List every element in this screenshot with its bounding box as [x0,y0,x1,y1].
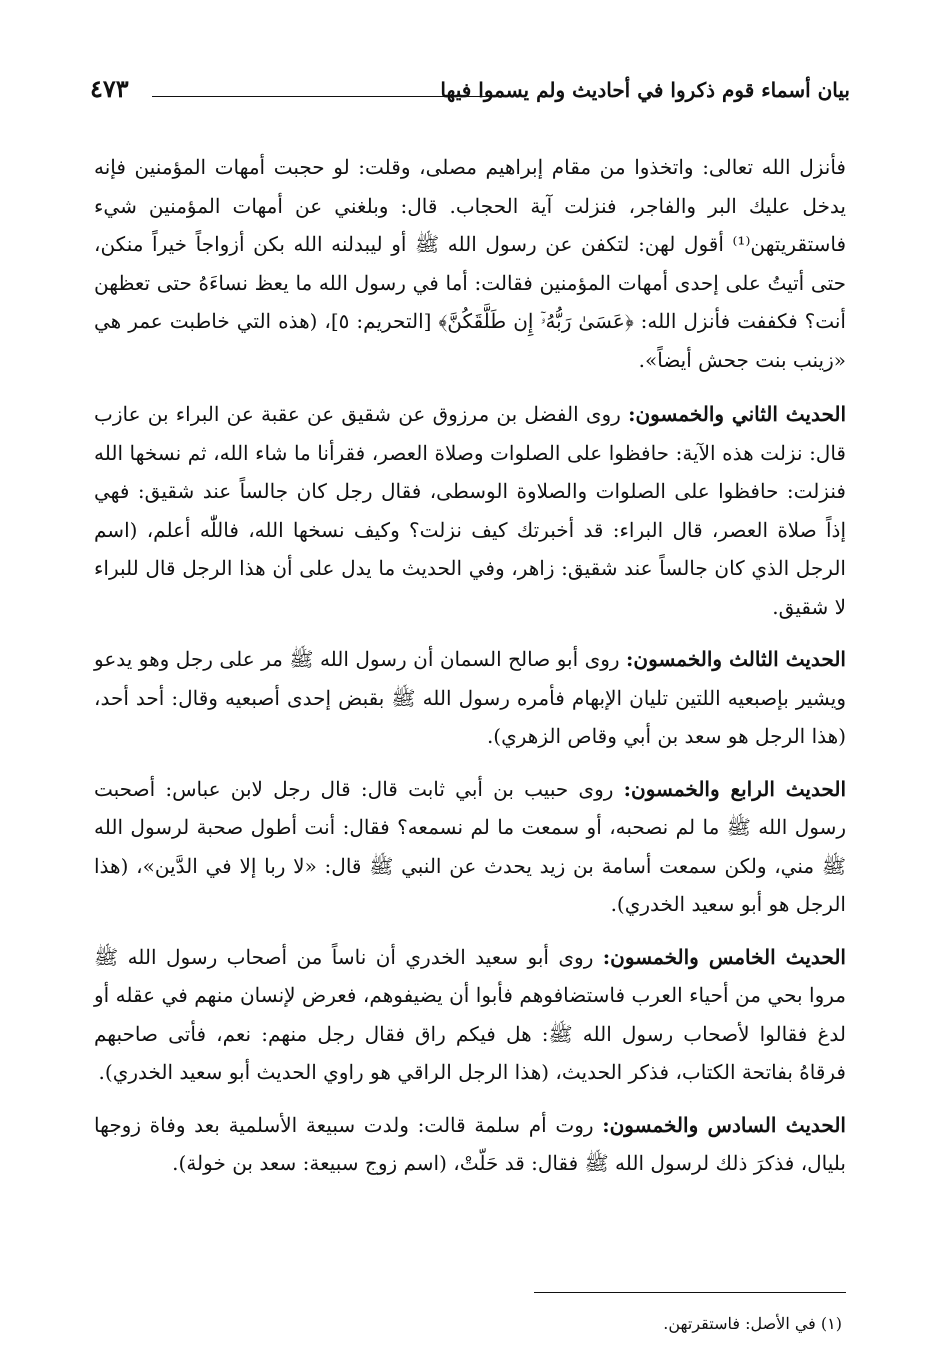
hadith-text: روت أم سلمة قالت: ولدت سبيعة الأسلمية بعد وفاة زوجها بليال، فذكرَ ذلك لرسول الله ﷺ فقال: قد حَلّتْ، (اسم زوج سبيعة: سعد بن خولة). [94,1112,846,1175]
hadith-54 [94,770,846,924]
hadith-55 [94,938,846,1092]
hadith-text: روى الفضل بن مرزوق عن شقيق عن عقبة عن البراء بن عازب قال: نزلت هذه الآية: حافظوا على الصلوات وصلاة العصر، فقرأنا ما شاء الله، ثم نسخها الله فنزلت: حافظوا على الصلوات والصلاوة الوسطى، فقال رجل كان جالساً عند شقيق: فهي إذاً صلاة العصر، قال البراء: قد أخبرتك كيف نزلت؟ وكيف نسخها الله، فاللّٰه أعلم، (اسم الرجل الذي كان جالساً عند شقيق: زاهر، وفي الحديث ما يدل على أن هذا الرجل قال للبراء لا شقيق. [94,402,846,619]
hadith-title: الحديث الخامس والخمسون: [602,944,846,969]
hadith-text: روى أبو صالح السمان أن رسول الله ﷺ مر على رجل وهو يدعو ويشير بإصبعيه اللتين تليان الإبهام فأمره رسول الله ﷺ بقبض إحدى أصبعيه وقال: أحد أحد، (هذا الرجل هو سعد بن أبي وقاص الزهري). [94,647,846,748]
hadith-title: الحديث الثالث والخمسون: [626,647,846,671]
hadith-title: الحديث الرابع والخمسون: [623,776,846,801]
hadith-52 [94,395,846,626]
main-text [94,148,846,1197]
footnote-rule [534,1292,846,1293]
paragraph-text: فأنزل الله تعالى: واتخذوا من مقام إبراهيم مصلى، وقلت: لو حجبت أمهات المؤمنين فإنه يدخل عليك البر والفاجر، فنزلت آية الحجاب. قال: وبلغني عن أمهات المؤمنين شيء فاستقريتهن⁽¹⁾ أقول لهن: لتكفن عن رسول الله ﷺ أو ليبدلنه الله بكن أزواجاً خيراً منكن، حتى أتيتُ على إحدى أمهات المؤمنين فقالت: أما في رسول الله ما يعظ نساءَهُ حتى تعظهن أنت؟ فكففت فأنزل الله: ﴿عَسَىٰ رَبُّهُۥٓ إِن طَلَّقَكُنَّ﴾ [التحريم: ٥]، (هذه التي خاطبت عمر هي «زينب بنت جحش أيضاً». [94,155,847,372]
hadith-text: روى أبو سعيد الخدري أن ناساً من أصحاب رسول الله ﷺ مروا بحي من أحياء العرب فاستضافوهم فأبوا أن يضيفوهم، فعرض لإنسان منهم في عقله أو لدغ فقالوا لأصحاب رسول الله ﷺ: هل فيكم راق فقال رجل منهم: نعم، فأتى صاحبهم فرقاهُ بفاتحة الكتاب، فذكر الحديث، (هذا الرجل الراقي هو راوي الحديث أبو سعيد الخدري). [94,944,846,1084]
hadith-text: روى حبيب بن أبي ثابت قال: قال رجل لابن عباس: أصحبت رسول الله ﷺ ما لم نصحبه، أو سمعت ما لم نسمعه؟ فقال: أنت أطول صحبة لرسول الله ﷺ مني، ولكن سمعت أسامة بن زيد يحدث عن النبي ﷺ قال: «لا ربا إلا في الدَّين»، (هذا الرجل هو أبو سعيد الخدري). [94,776,846,916]
footnote: (١) في الأصل: فاستقرتهن. [663,1314,842,1333]
hadith-53 [94,640,846,756]
page-header [90,74,850,110]
page-number: ٤٧٣ [90,74,129,103]
running-title: بيان أسماء قوم ذكروا في أحاديث ولم يسموا فيها [440,78,850,102]
paragraph-continuation [94,148,846,379]
hadith-title: الحديث الثاني والخمسون: [628,402,847,426]
header-rule [152,96,505,97]
hadith-56 [94,1106,846,1183]
hadith-title: الحديث السادس والخمسون: [602,1112,846,1137]
